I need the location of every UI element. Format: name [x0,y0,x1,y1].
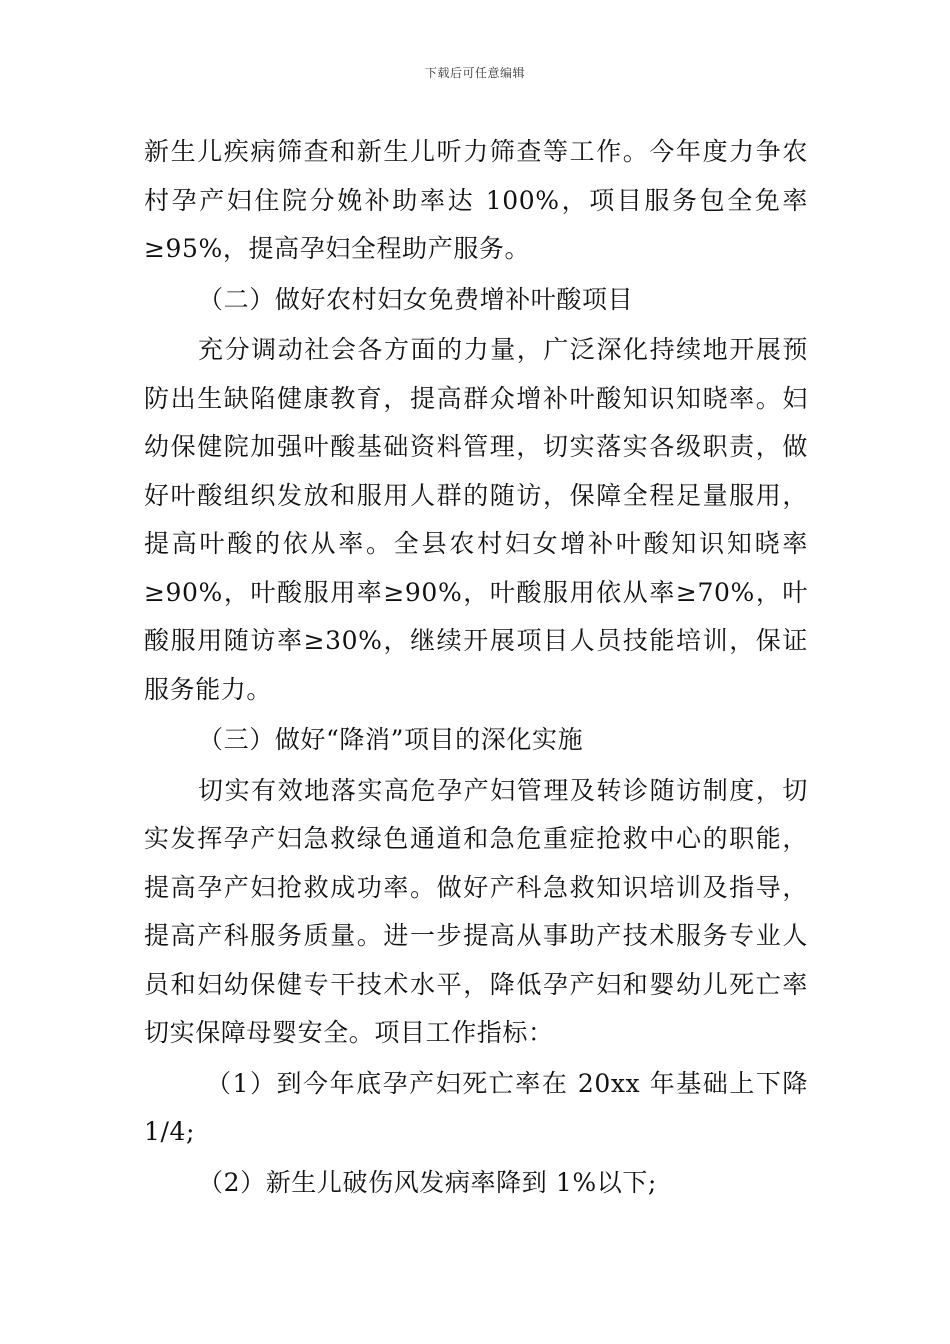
page-header: 下载后可任意编辑 [424,66,525,80]
section-heading-folic-acid: （二）做好农村妇女免费增补叶酸项目 [198,284,634,314]
paragraph-jiangxiao: 切实有效地落实高危孕产妇管理及转诊随访制度，切实发挥孕产妇急救绿色通道和急危重症抢救中心的职能，提高孕产妇抢救成功率。做好产科急救知识培训及指导，提高产科服务质量。进一步提高从事助产技术服务专业人员和妇幼保健专干技术水平，降低孕产妇和婴幼儿死亡率切实保障母婴安全。项目工作指标： [144,775,808,1047]
indicator-item-1: （1）到今年底孕产妇死亡率在 20xx 年基础上下降 1/4; [144,1068,808,1146]
document-body [144,128,808,1209]
section-heading-jiangxiao: （三）做好“降消”项目的深化实施 [198,725,584,754]
paragraph-folic-acid: 充分调动社会各方面的力量，广泛深化持续地开展预防出生缺陷健康教育，提高群众增补叶酸知识知晓率。妇幼保健院加强叶酸基础资料管理，切实落实各级职责，做好叶酸组织发放和服用人群的随访，保障全程足量服用，提高叶酸的依从率。全县农村妇女增补叶酸知识知晓率≥90%，叶酸服用率≥90%，叶酸服用依从率≥70%，叶酸服用随访率≥30%，继续开展项目人员技能培训，保证服务能力。 [144,335,808,704]
indicator-item-2: （2）新生儿破伤风发病率降到 1%以下; [198,1167,657,1197]
paragraph-newborn-screening: 新生儿疾病筛查和新生儿听力筛查等工作。今年度力争农村孕产妇住院分娩补助率达 100%，项目服务包全免率≥95%，提高孕妇全程助产服务。 [144,137,808,263]
